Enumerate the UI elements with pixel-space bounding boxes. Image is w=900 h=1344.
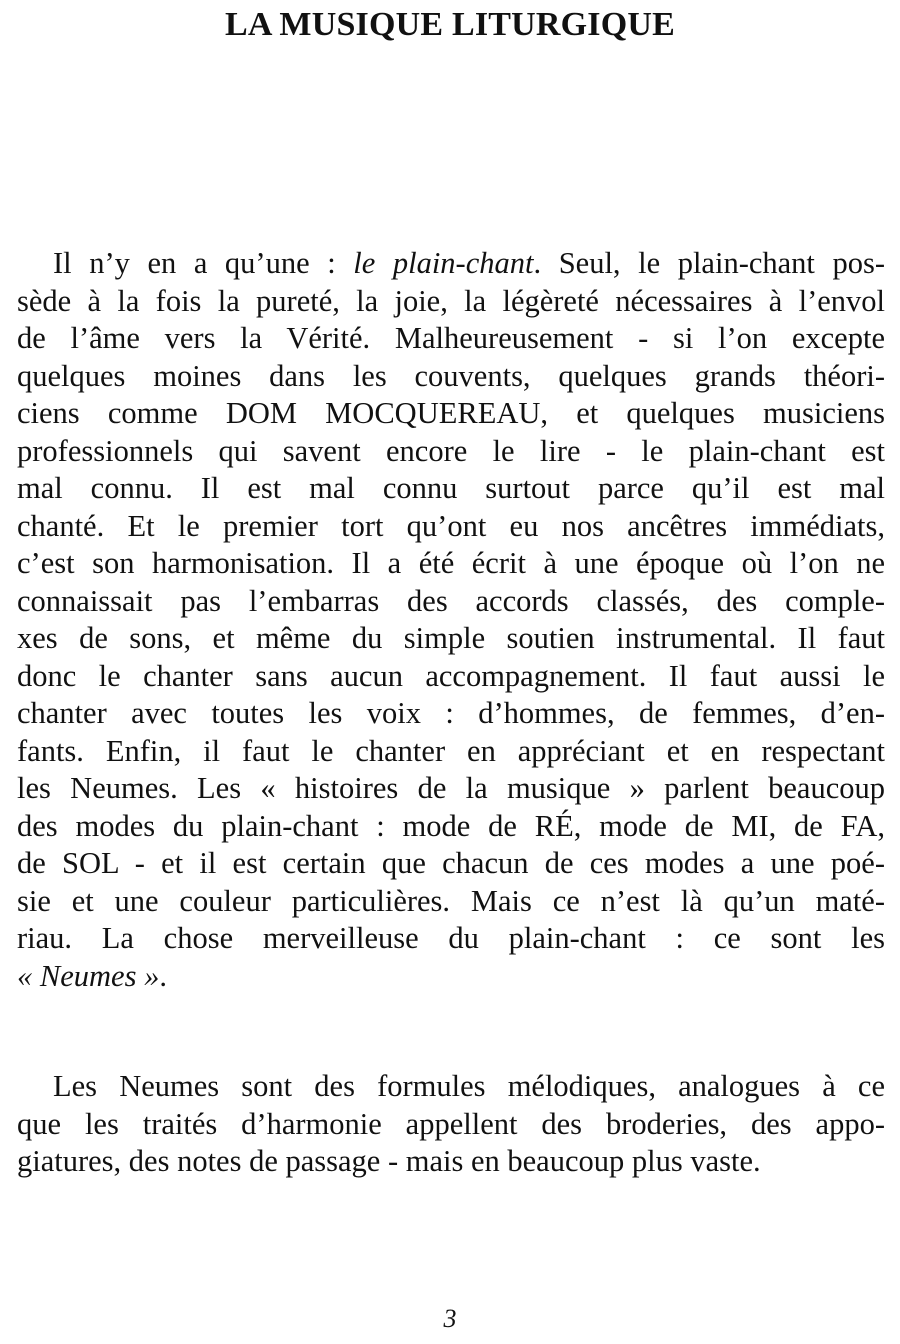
text-segment: Il n’y en a qu’une : xyxy=(53,246,354,280)
paragraph-plain-chant xyxy=(17,245,885,995)
text-line: c’est son harmonisation. Il a été écrit à une époque où l’on ne xyxy=(17,546,885,580)
text-line xyxy=(17,245,885,283)
text-line: sie et une couleur particulières. Mais ce n’est là qu’un maté- xyxy=(17,883,885,918)
text-line: chanté. Et le premier tort qu’ont eu nos ancêtres immédiats, xyxy=(17,508,885,543)
emphasis-text: « Neumes » xyxy=(17,958,160,993)
text-line: professionnels qui savent encore le lire - le plain-chant est xyxy=(17,433,885,468)
paragraph-neumes xyxy=(17,1068,885,1181)
text-line: mal connu. Il est mal connu surtout parce qu’il est mal xyxy=(17,471,885,505)
text-line: Les Neumes sont des formules mélodiques, analogues à ce xyxy=(53,1069,885,1103)
text-line: donc le chanter sans aucun accompagnement. Il faut aussi le xyxy=(17,658,885,693)
text-line: ciens comme DOM MOCQUEREAU, et quelques musiciens xyxy=(17,396,885,430)
emphasis-text: le plain-chant xyxy=(353,246,534,280)
text-line: chanter avec toutes les voix : d’hommes, de femmes, d’en- xyxy=(17,696,885,730)
text-line: giatures, des notes de passage - mais en beaucoup plus vaste. xyxy=(17,1144,761,1178)
text-line: les Neumes. Les « histoires de la musique » parlent beaucoup xyxy=(17,771,885,805)
text-line: quelques moines dans les couvents, quelques grands théori- xyxy=(17,358,885,393)
text-line: sède à la fois la pureté, la joie, la légèreté nécessaires à l’envol xyxy=(17,283,885,318)
text-line: des modes du plain-chant : mode de RÉ, mode de MI, de FA, xyxy=(17,808,885,843)
text-line xyxy=(17,958,885,996)
text-line: de SOL - et il est certain que chacun de ces modes a une poé- xyxy=(17,846,885,880)
text-line: que les traités d’harmonie appellent des broderies, des appo- xyxy=(17,1106,885,1141)
text-line: xes de sons, et même du simple soutien instrumental. Il faut xyxy=(17,621,885,655)
text-segment: . xyxy=(159,958,167,993)
text-line: fants. Enfin, il faut le chanter en appréciant et en respectant xyxy=(17,733,885,768)
text-line: de l’âme vers la Vérité. Malheureusement - si l’on excepte xyxy=(17,321,885,355)
page-title: LA MUSIQUE LITURGIQUE xyxy=(224,6,676,43)
text-line: connaissait pas l’embarras des accords classés, des comple- xyxy=(17,583,885,618)
text-line: riau. La chose merveilleuse du plain-chant : ce sont les xyxy=(17,921,885,955)
page-number: 3 xyxy=(443,1304,457,1333)
text-segment: . Seul, le plain-chant pos- xyxy=(533,246,886,280)
